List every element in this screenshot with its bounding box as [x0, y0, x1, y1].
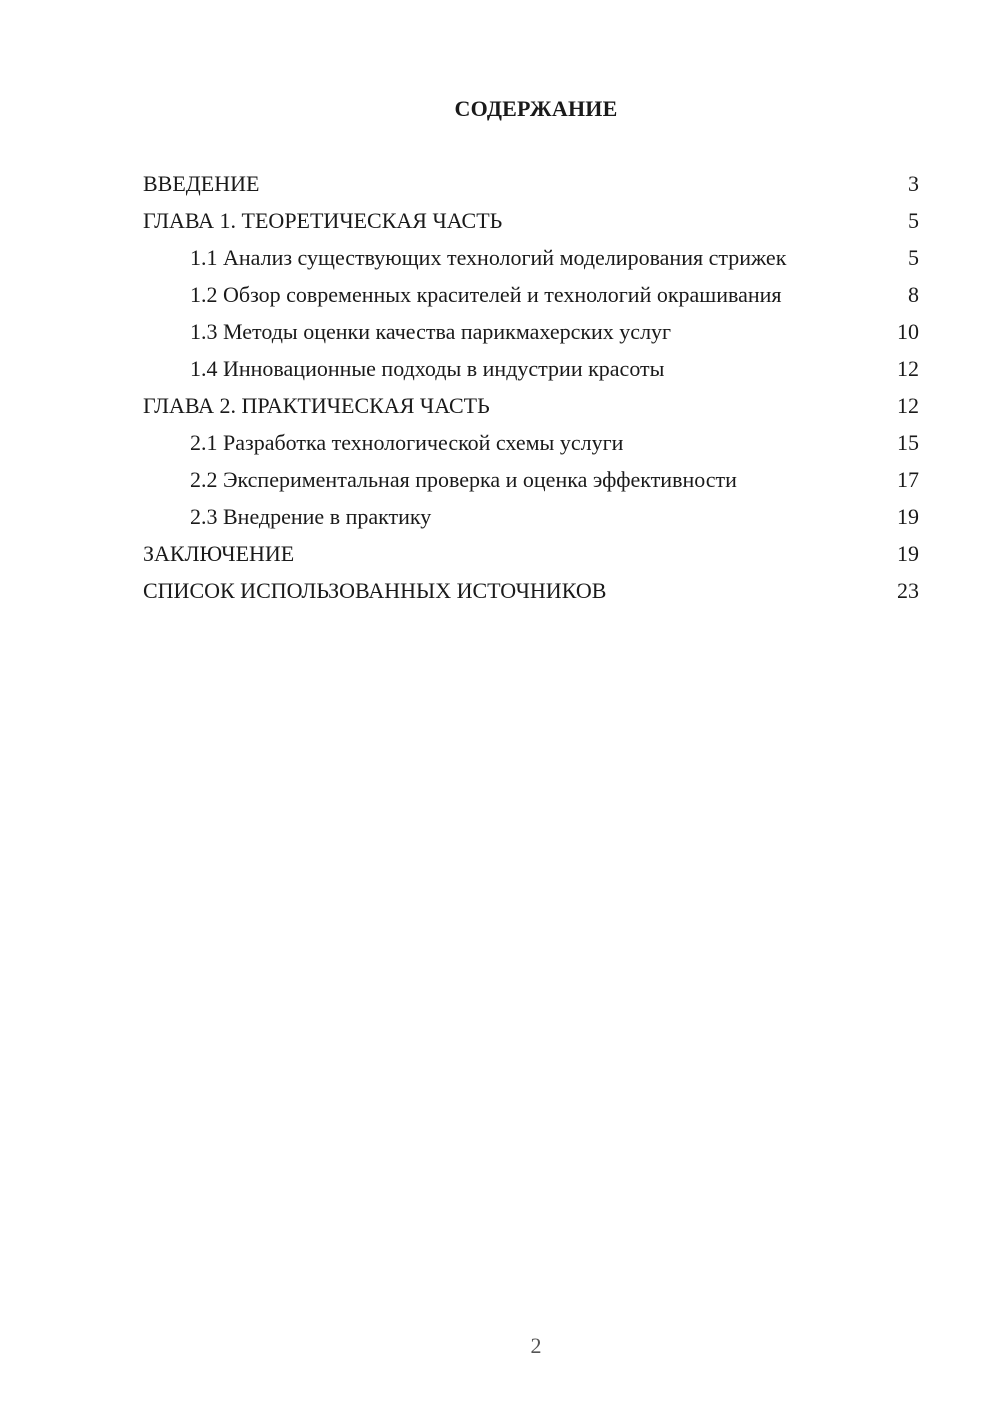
toc-entry-section-2-2[interactable] [143, 466, 919, 493]
toc-entry-page: 12 [897, 356, 919, 381]
toc-entry-page: 5 [908, 208, 919, 233]
toc-entry-label: ЗАКЛЮЧЕНИЕ [143, 541, 295, 566]
toc-entry-label: 2.1 Разработка технологической схемы услуги [190, 430, 624, 455]
toc-entry-chapter-2[interactable] [143, 392, 919, 419]
toc-entry-label: 1.3 Методы оценки качества парикмахерских услуг [190, 319, 672, 344]
toc-entry-page: 19 [897, 541, 919, 566]
table-of-contents [143, 170, 919, 614]
toc-entry-page: 19 [897, 504, 919, 529]
toc-entry-label: ВВЕДЕНИЕ [143, 171, 260, 196]
toc-entry-label: 1.2 Обзор современных красителей и технологий окрашивания [190, 282, 782, 307]
toc-entry-label: 2.3 Внедрение в практику [190, 504, 432, 529]
toc-entry-section-2-1[interactable] [143, 429, 919, 456]
toc-entry-references[interactable] [143, 577, 919, 604]
toc-entry-section-1-4[interactable] [143, 355, 919, 382]
toc-entry-page: 10 [897, 319, 919, 344]
toc-entry-label: СПИСОК ИСПОЛЬЗОВАННЫХ ИСТОЧНИКОВ [143, 578, 607, 603]
toc-entry-label: ГЛАВА 2. ПРАКТИЧЕСКАЯ ЧАСТЬ [143, 393, 490, 418]
toc-entry-label: 1.1 Анализ существующих технологий моделирования стрижек [190, 245, 787, 270]
toc-entry-label: 1.4 Инновационные подходы в индустрии красоты [190, 356, 665, 381]
toc-entry-page: 23 [897, 578, 919, 603]
toc-entry-page: 15 [897, 430, 919, 455]
page-title: СОДЕРЖАНИЕ [454, 96, 618, 121]
toc-entry-section-2-3[interactable] [143, 503, 919, 530]
toc-entry-page: 5 [908, 245, 919, 270]
toc-entry-section-1-2[interactable] [143, 281, 919, 308]
toc-entry-page: 3 [908, 171, 919, 196]
toc-entry-section-1-1[interactable] [143, 244, 919, 271]
toc-entry-label: ГЛАВА 1. ТЕОРЕТИЧЕСКАЯ ЧАСТЬ [143, 208, 503, 233]
toc-entry-page: 12 [897, 393, 919, 418]
toc-entry-introduction[interactable] [143, 170, 919, 197]
toc-entry-chapter-1[interactable] [143, 207, 919, 234]
page-number: 2 [530, 1333, 542, 1358]
toc-entry-page: 8 [908, 282, 919, 307]
toc-entry-conclusion[interactable] [143, 540, 919, 567]
toc-entry-section-1-3[interactable] [143, 318, 919, 345]
toc-entry-page: 17 [897, 467, 919, 492]
toc-entry-label: 2.2 Экспериментальная проверка и оценка эффективности [190, 467, 737, 492]
